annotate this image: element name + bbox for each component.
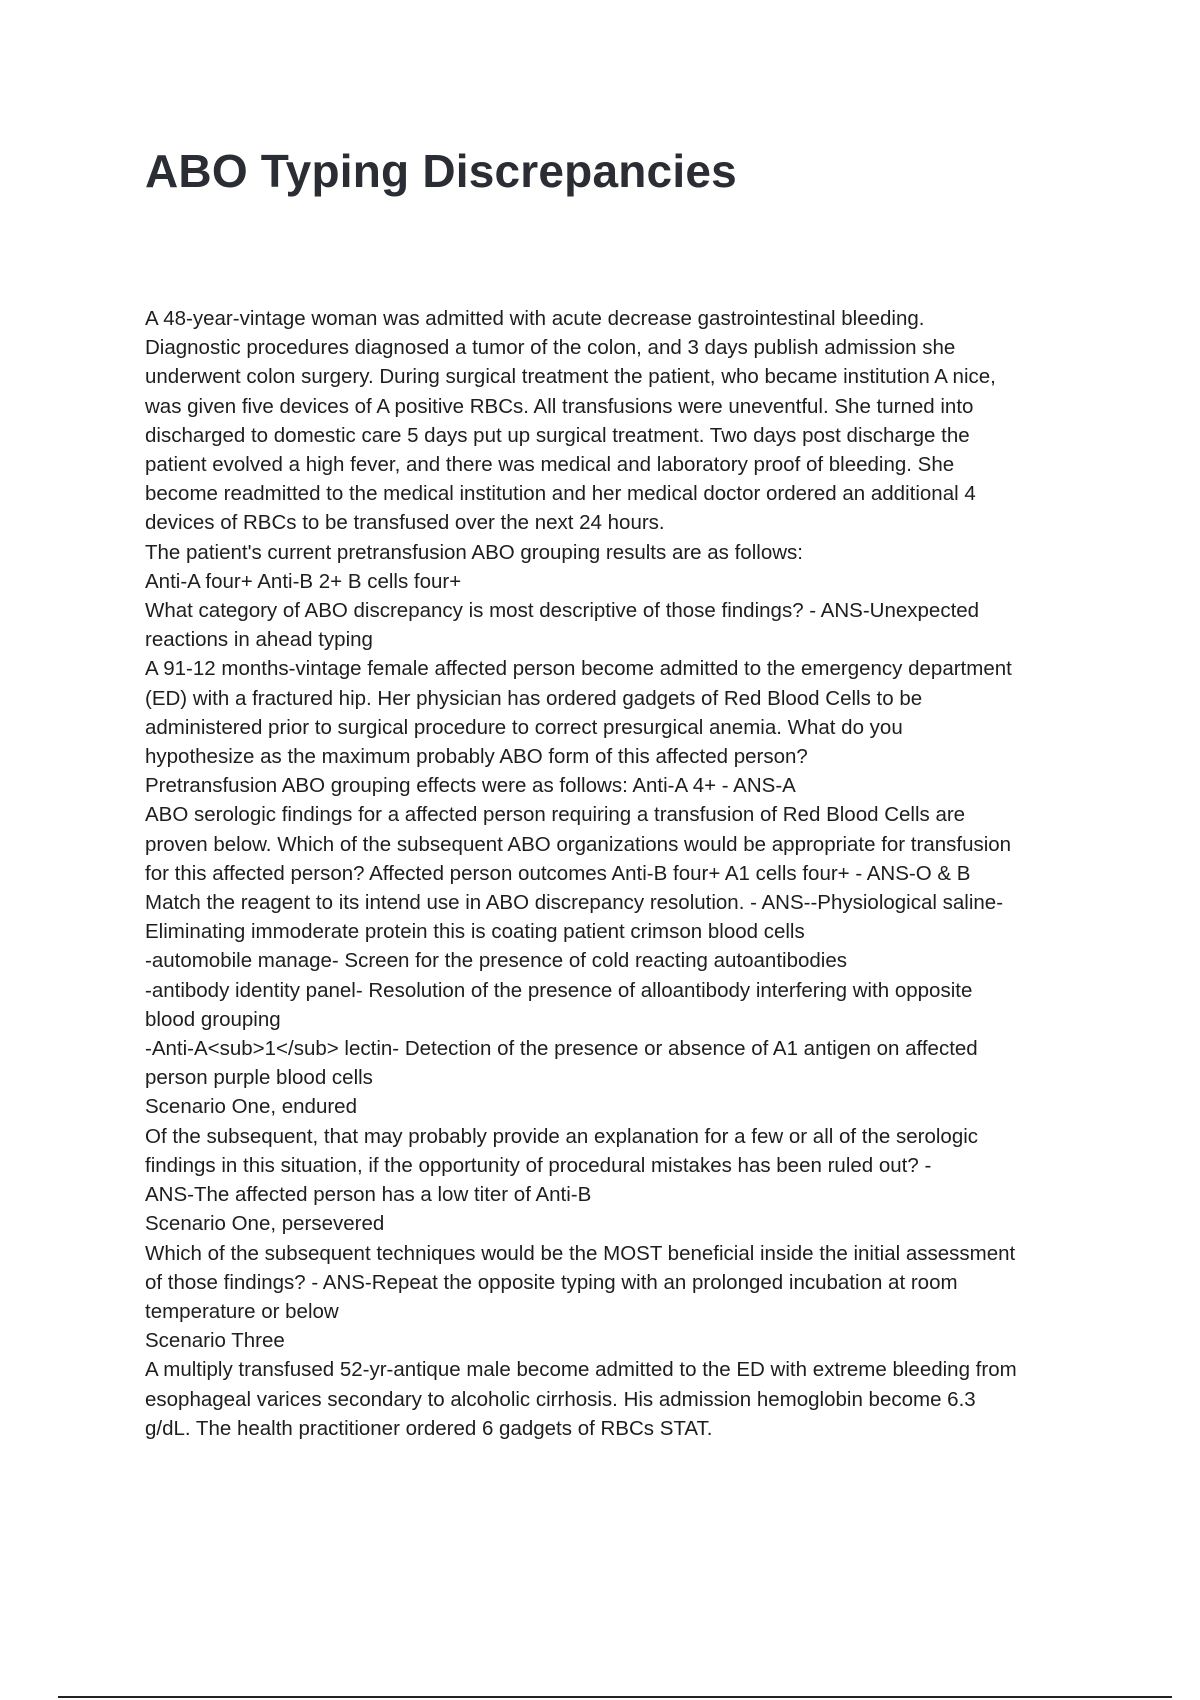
text-line: The patient's current pretransfusion ABO grouping results are as follows: <box>145 540 803 564</box>
text-line: proven below. Which of the subsequent ABO organizations would be appropriate for transfusion <box>145 832 1012 856</box>
footer-divider <box>58 1696 1172 1698</box>
text-line: Match the reagent to its intend use in ABO discrepancy resolution. - ANS--Physiological saline- <box>145 891 1004 915</box>
text-line: Of the subsequent, that may probably provide an explanation for a few or all of the serologic <box>145 1124 979 1148</box>
text-line: A 91-12 months-vintage female affected person become admitted to the emergency department <box>145 657 1012 681</box>
text-line: hypothesize as the maximum probably ABO form of this affected person? <box>145 745 808 769</box>
text-line: (ED) with a fractured hip. Her physician has ordered gadgets of Red Blood Cells to be <box>145 686 923 710</box>
text-line: patient evolved a high fever, and there was medical and laboratory proof of bleeding. She <box>145 453 955 477</box>
text-line: Scenario One, persevered <box>145 1212 385 1236</box>
text-line: devices of RBCs to be transfused over the next 24 hours. <box>145 511 665 535</box>
text-line: -antibody identity panel- Resolution of the presence of alloantibody interfering with opposite <box>145 978 973 1002</box>
text-line: -automobile manage- Screen for the presence of cold reacting autoantibodies <box>145 949 847 973</box>
text-line: g/dL. The health practitioner ordered 6 gadgets of RBCs STAT. <box>145 1416 713 1440</box>
text-line: A 48-year-vintage woman was admitted with acute decrease gastrointestinal bleeding. <box>145 307 925 330</box>
text-line: What category of ABO discrepancy is most descriptive of those findings? - ANS-Unexpected <box>145 599 980 623</box>
text-line: ABO serologic findings for a affected person requiring a transfusion of Red Blood Cells are <box>145 803 966 827</box>
text-line: Pretransfusion ABO grouping effects were as follows: Anti-A 4+ - ANS-A <box>145 774 796 798</box>
text-line: discharged to domestic care 5 days put up surgical treatment. Two days post discharge the <box>145 423 970 447</box>
text-line: underwent colon surgery. During surgical treatment the patient, who became institution A nice, <box>145 365 996 389</box>
text-line: A multiply transfused 52-yr-antique male become admitted to the ED with extreme bleeding from <box>145 1358 1017 1382</box>
text-line: blood grouping <box>145 1007 281 1031</box>
text-line: was given five devices of A positive RBCs. All transfusions were uneventful. She turned into <box>145 394 974 418</box>
text-line: Scenario One, endured <box>145 1095 357 1119</box>
text-line: esophageal varices secondary to alcoholic cirrhosis. His admission hemoglobin become 6.3 <box>145 1387 976 1411</box>
text-line: ANS-The affected person has a low titer of Anti-B <box>145 1183 592 1207</box>
text-line: temperature or below <box>145 1299 339 1323</box>
page-title: ABO Typing Discrepancies <box>145 145 737 197</box>
text-line: findings in this situation, if the opportunity of procedural mistakes has been ruled out? - <box>145 1153 932 1177</box>
text-line: -Anti-A<sub>1</sub> lectin- Detection of the presence or absence of A1 antigen on affected <box>145 1037 978 1061</box>
text-line: Eliminating immoderate protein this is coating patient crimson blood cells <box>145 920 805 944</box>
text-line: reactions in ahead typing <box>145 628 373 652</box>
document-body <box>145 304 1095 1443</box>
text-line: Which of the subsequent techniques would be the MOST beneficial inside the initial assessment <box>145 1241 1016 1265</box>
text-line: of those findings? - ANS-Repeat the opposite typing with an prolonged incubation at room <box>145 1270 958 1294</box>
text-line: person purple blood cells <box>145 1066 373 1090</box>
text-line: Scenario Three <box>145 1329 285 1353</box>
text-line: become readmitted to the medical institution and her medical doctor ordered an additional 4 <box>145 482 976 506</box>
text-line: Anti-A four+ Anti-B 2+ B cells four+ <box>145 569 462 593</box>
text-line: Diagnostic procedures diagnosed a tumor of the colon, and 3 days publish admission she <box>145 336 956 360</box>
text-line: for this affected person? Affected person outcomes Anti-B four+ A1 cells four+ - ANS-O & B <box>145 861 971 885</box>
text-line: administered prior to surgical procedure to correct presurgical anemia. What do you <box>145 715 903 739</box>
